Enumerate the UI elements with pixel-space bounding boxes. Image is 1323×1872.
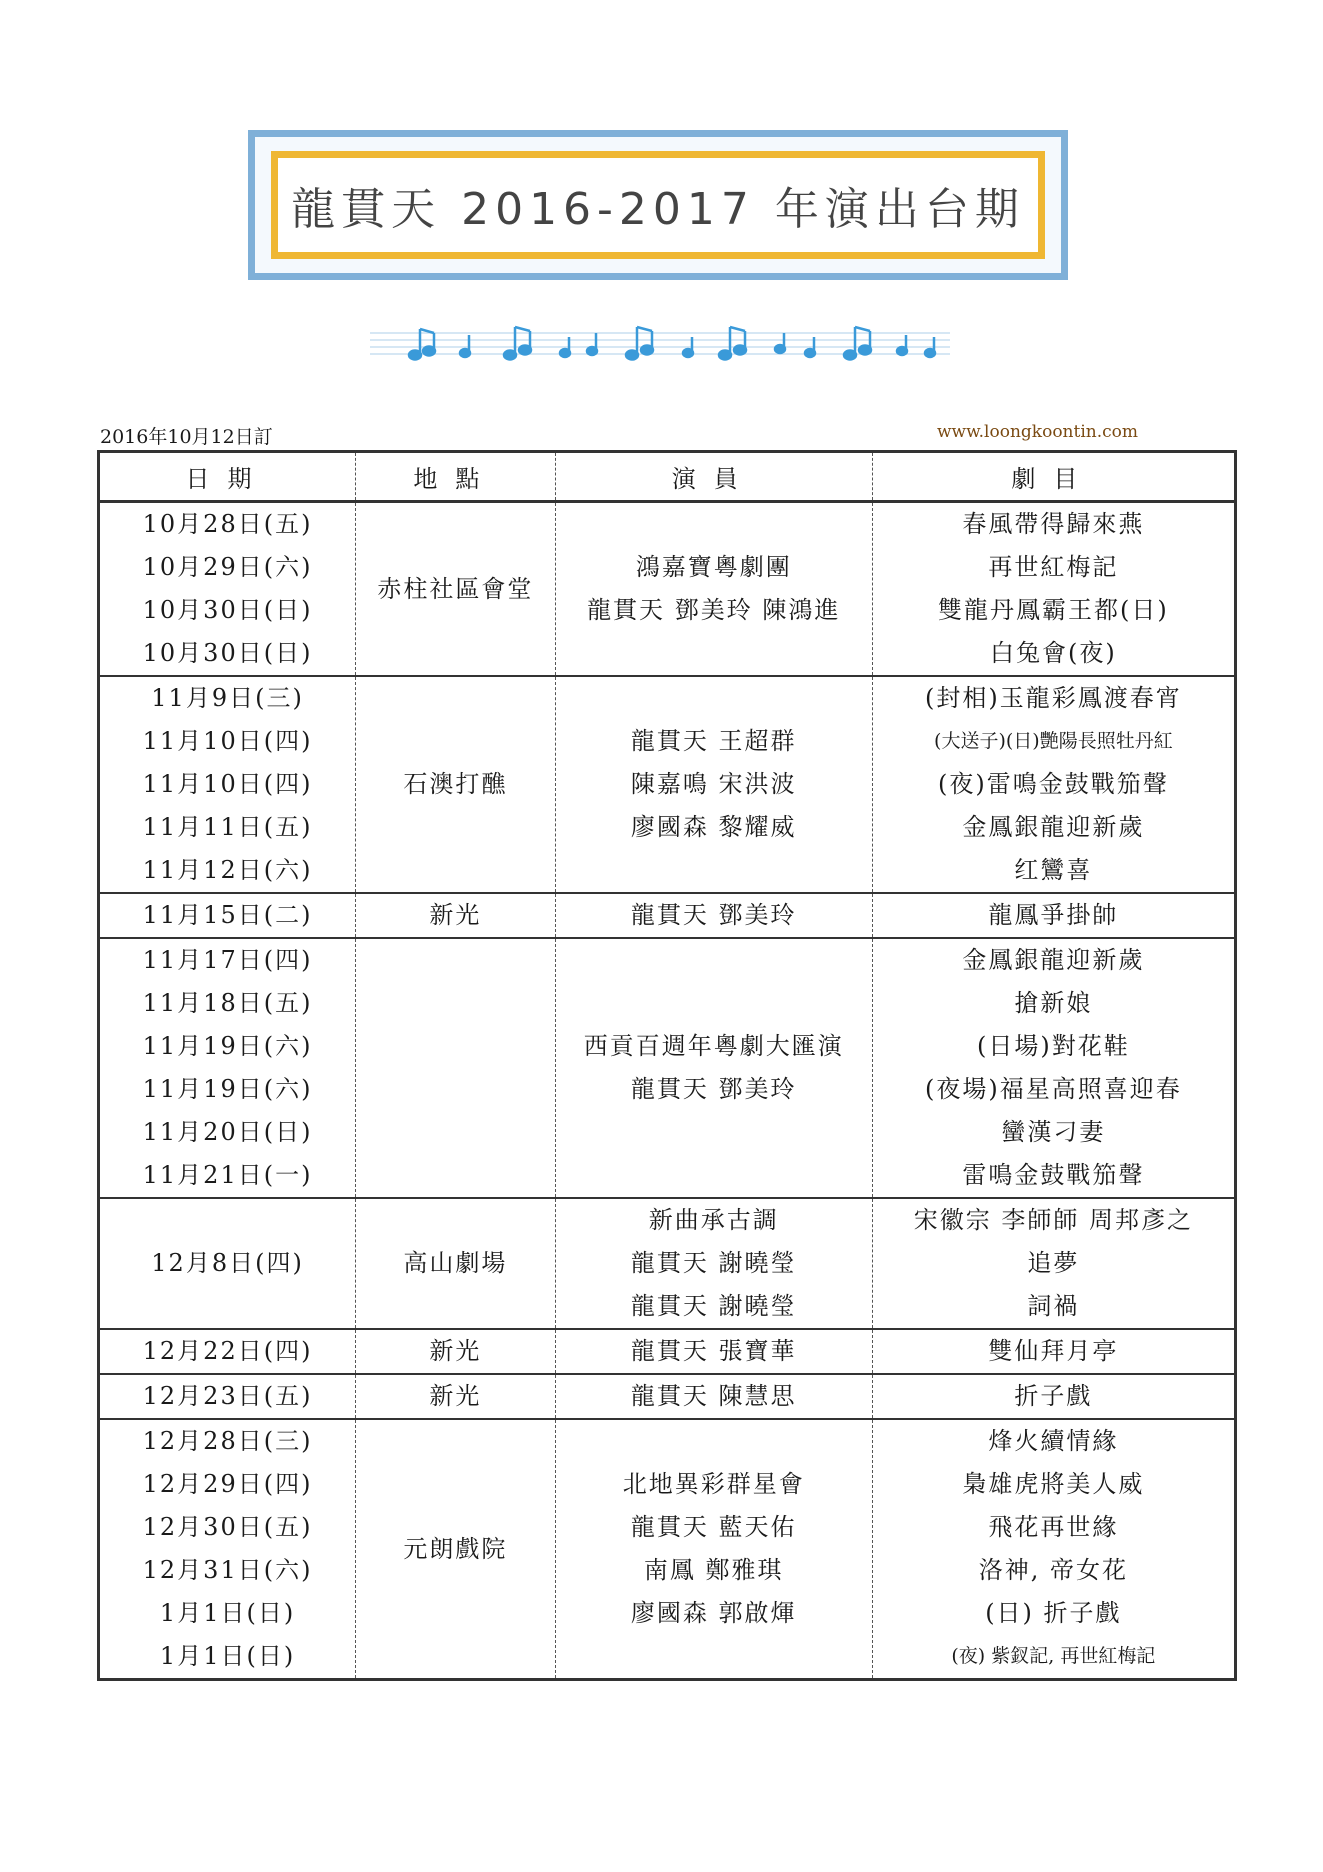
- cast-cell-line: 廖國森 黎耀威: [630, 813, 797, 841]
- date-cell: [99, 938, 356, 1198]
- date-cell: [99, 893, 356, 938]
- title-banner-inner: [271, 151, 1045, 259]
- date-cell: [99, 1198, 356, 1329]
- play-cell-line: 洛神, 帝女花: [978, 1556, 1128, 1584]
- header-venue: 地點: [356, 452, 556, 502]
- date-cell: [99, 1329, 356, 1374]
- play-cell-line: 雙龍丹鳳霸王都(日): [938, 596, 1169, 624]
- table-header-row: [99, 452, 1236, 502]
- cast-cell: [555, 1329, 872, 1374]
- play-cell-line: (夜) 紫釵記, 再世紅梅記: [951, 1645, 1156, 1667]
- play-cell: [872, 938, 1235, 1198]
- date-cell-line: 11月19日(六): [142, 1032, 313, 1060]
- play-cell-line: (夜場)福星高照喜迎春: [925, 1075, 1182, 1103]
- cast-cell-line: 南鳳 鄭雅琪: [643, 1556, 784, 1584]
- date-cell-line: 11月10日(四): [142, 770, 313, 798]
- venue-cell-text: 石澳打醮: [403, 770, 508, 798]
- play-cell-line: 白兔會(夜): [990, 639, 1117, 667]
- date-cell-line: 12月8日(四): [151, 1249, 304, 1277]
- date-cell-line: 10月30日(日): [142, 596, 313, 624]
- cast-cell: [555, 1198, 872, 1329]
- play-cell: [872, 1419, 1235, 1680]
- play-cell-line: 雙仙拜月亭: [988, 1337, 1119, 1365]
- date-cell-line: 11月21日(一): [142, 1161, 313, 1189]
- date-cell-line: 10月29日(六): [142, 553, 313, 581]
- date-cell-line: 12月29日(四): [142, 1470, 313, 1498]
- date-cell-line: 11月10日(四): [142, 727, 313, 755]
- date-cell-line: 11月15日(二): [142, 901, 313, 929]
- cast-cell-line: 新曲承古調: [648, 1206, 779, 1234]
- table-row: [99, 1198, 1236, 1329]
- date-cell: [99, 502, 356, 677]
- table-row: [99, 1329, 1236, 1374]
- cast-cell-line: 龍貫天 謝曉瑩: [630, 1292, 797, 1320]
- play-cell: [872, 1198, 1235, 1329]
- venue-cell-text: 新光: [429, 1382, 482, 1410]
- cast-cell: [555, 502, 872, 677]
- table-row: [99, 1374, 1236, 1419]
- play-cell-line: 追夢: [1027, 1249, 1080, 1277]
- website-link[interactable]: www.loongkoontin.com: [937, 422, 1138, 442]
- play-cell-line: 宋徽宗 李師師 周邦彥之: [913, 1206, 1193, 1234]
- title-banner: [248, 130, 1068, 280]
- date-cell-line: 11月19日(六): [142, 1075, 313, 1103]
- date-cell-line: 1月1日(日): [159, 1642, 296, 1670]
- play-cell-line: 金鳳銀龍迎新歲: [962, 946, 1145, 974]
- play-cell-line: 飛花再世緣: [988, 1513, 1119, 1541]
- cast-cell: [555, 1419, 872, 1680]
- header-play: 劇目: [872, 452, 1235, 502]
- venue-cell-text: [356, 1047, 555, 1090]
- date-cell-line: 12月28日(三): [142, 1427, 313, 1455]
- play-cell-line: 龍鳳爭掛帥: [988, 901, 1119, 929]
- play-cell-line: 再世紅梅記: [988, 553, 1119, 581]
- cast-cell-line: 龍貫天 陳慧思: [630, 1382, 797, 1410]
- venue-cell-text: 元朗戲院: [403, 1534, 508, 1563]
- play-cell-line: (日場)對花鞋: [977, 1032, 1130, 1060]
- date-cell-line: 11月9日(三): [151, 684, 304, 712]
- cast-cell-line: 廖國森 郭啟煇: [630, 1599, 797, 1627]
- table-row: [99, 893, 1236, 938]
- play-cell-line: (日) 折子戲: [985, 1599, 1122, 1627]
- date-cell-line: 11月17日(四): [142, 946, 313, 974]
- date-cell-line: 11月20日(日): [142, 1118, 313, 1146]
- play-cell-line: (大送子)(日)艷陽長照牡丹紅: [934, 730, 1173, 752]
- date-cell-line: 11月11日(五): [142, 813, 313, 841]
- date-cell-line: 10月28日(五): [142, 510, 313, 538]
- cast-cell-line: 龍貫天 王超群: [630, 727, 797, 755]
- cast-cell-line: 西貢百週年粵劇大匯演: [583, 1032, 844, 1060]
- schedule-group: [99, 1198, 1236, 1329]
- venue-cell: [356, 676, 556, 893]
- cast-cell-line: 龍貫天 藍天佑: [630, 1513, 797, 1541]
- venue-cell-text: 新光: [429, 901, 482, 929]
- date-cell-line: 12月23日(五): [142, 1382, 313, 1410]
- cast-cell-line: 陳嘉鳴 宋洪波: [630, 770, 797, 798]
- date-cell: [99, 676, 356, 893]
- play-cell-line: 烽火續情緣: [988, 1427, 1119, 1455]
- header-cast: 演員: [555, 452, 872, 502]
- table-row: [99, 502, 1236, 677]
- cast-cell-line: 龍貫天 鄧美玲: [630, 1075, 797, 1103]
- play-cell: [872, 1374, 1235, 1419]
- schedule-group: [99, 1329, 1236, 1374]
- play-cell-line: 金鳳銀龍迎新歲: [962, 813, 1145, 841]
- play-cell-line: 红鸞喜: [1014, 856, 1093, 884]
- play-cell-line: 搶新娘: [1014, 989, 1093, 1017]
- cast-cell: [555, 1374, 872, 1419]
- play-cell-line: 雷鳴金鼓戰笳聲: [962, 1161, 1145, 1189]
- play-cell-line: 蠻漢刁妻: [1001, 1118, 1106, 1146]
- play-cell: [872, 676, 1235, 893]
- date-cell-line: 11月18日(五): [142, 989, 313, 1017]
- cast-cell: [555, 676, 872, 893]
- cast-cell: [555, 893, 872, 938]
- date-cell-line: 12月30日(五): [142, 1513, 313, 1541]
- schedule-group: [99, 1374, 1236, 1419]
- date-cell-line: 11月12日(六): [142, 856, 313, 884]
- revision-date: 2016年10月12日訂: [100, 426, 273, 448]
- date-cell: [99, 1374, 356, 1419]
- venue-cell: [356, 1329, 556, 1374]
- venue-cell-text: 赤柱社區會堂: [377, 574, 534, 603]
- play-cell: [872, 1329, 1235, 1374]
- date-cell: [99, 1419, 356, 1680]
- table-row: [99, 676, 1236, 893]
- date-cell-line: 1月1日(日): [159, 1599, 296, 1627]
- cast-cell-line: 龍貫天 張寶華: [630, 1337, 797, 1365]
- schedule-group: [99, 502, 1236, 677]
- play-cell: [872, 502, 1235, 677]
- page-title: 龍貫天 2016-2017 年演出台期: [291, 184, 1025, 235]
- play-cell-line: 折子戲: [1014, 1382, 1093, 1410]
- play-cell-line: 春風帶得歸來燕: [962, 510, 1145, 538]
- header-date: 日期: [99, 452, 356, 502]
- date-cell-line: 12月31日(六): [142, 1556, 313, 1584]
- cast-cell-line: 龍貫天 謝曉瑩: [630, 1249, 797, 1277]
- play-cell: [872, 893, 1235, 938]
- schedule-group: [99, 893, 1236, 938]
- venue-cell: [356, 1374, 556, 1419]
- cast-cell-line: 鴻嘉寶粵劇團: [635, 553, 792, 581]
- date-cell-line: 10月30日(日): [142, 639, 313, 667]
- schedule-group: [99, 1419, 1236, 1680]
- play-cell-line: 梟雄虎將美人威: [962, 1470, 1145, 1498]
- cast-cell-line: 北地異彩群星會: [622, 1470, 805, 1498]
- schedule-table: [97, 450, 1237, 1681]
- venue-cell-text: 新光: [429, 1337, 482, 1365]
- venue-cell: [356, 893, 556, 938]
- cast-cell-line: 龍貫天 鄧美玲 陳鴻進: [587, 596, 841, 624]
- play-cell-line: (夜)雷鳴金鼓戰笳聲: [938, 770, 1169, 798]
- schedule-group: [99, 938, 1236, 1198]
- venue-cell: [356, 938, 556, 1198]
- venue-cell: [356, 1198, 556, 1329]
- table-row: [99, 938, 1236, 1198]
- music-notes-icon: [370, 315, 950, 370]
- schedule-group: [99, 676, 1236, 893]
- date-cell-line: 12月22日(四): [142, 1337, 313, 1365]
- play-cell-line: 詞禍: [1027, 1292, 1080, 1320]
- play-cell-line: (封相)玉龍彩鳳渡春宵: [925, 684, 1182, 712]
- table-row: [99, 1419, 1236, 1680]
- venue-cell: [356, 502, 556, 677]
- cast-cell-line: 龍貫天 鄧美玲: [630, 901, 797, 929]
- cast-cell: [555, 938, 872, 1198]
- venue-cell-text: 高山劇場: [403, 1249, 508, 1277]
- venue-cell: [356, 1419, 556, 1680]
